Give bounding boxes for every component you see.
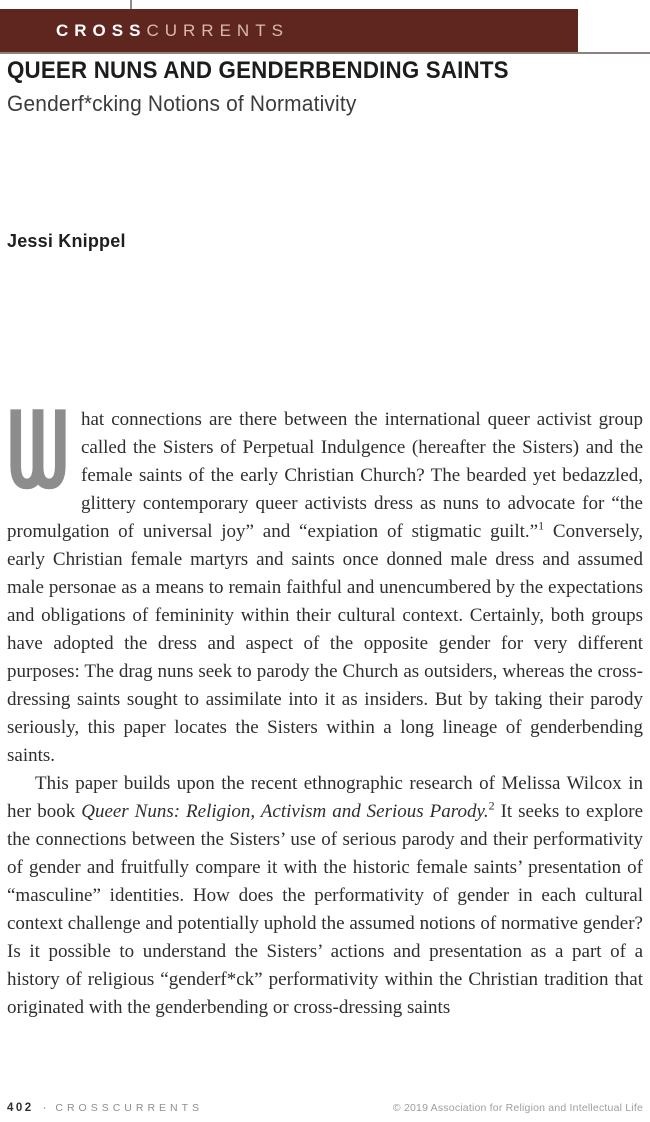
footnote-ref-1: 1 <box>538 518 545 533</box>
journal-brand-bold: CROSS <box>56 20 147 40</box>
paragraph-2-text-a: This paper builds upon the recent ethnographic research of Melissa Wilcox in her book <box>7 773 643 822</box>
drop-cap-w-icon <box>7 409 69 493</box>
article-subtitle: Genderf*cking Notions of Normativity <box>7 91 357 116</box>
footer-left <box>7 1102 203 1114</box>
footer-separator: · <box>42 1102 47 1114</box>
paragraph-1-text-a: hat connections are there between the international queer activist group called the Sisters of Perpetual Indulgence (hereafter the Sisters) and the female saints of the early Christian Church? The bearded yet bedazzled, glittery contemporary queer activists dress as nuns to advocate for “the promulgation of universal joy” and “expiation of stigmatic guilt.” <box>7 409 643 542</box>
page-number: 402 <box>7 1102 34 1114</box>
footer-journal-name: CROSSCURRENTS <box>55 1102 204 1114</box>
footnote-ref-2: 2 <box>488 798 495 813</box>
article-body <box>7 406 643 1022</box>
registration-tick <box>130 0 132 9</box>
banner-rule <box>0 52 650 54</box>
journal-banner <box>0 9 578 52</box>
copyright-notice: © 2019 Association for Religion and Intellectual Life <box>392 1102 643 1114</box>
article-title: QUEER NUNS AND GENDERBENDING SAINTS <box>7 57 509 84</box>
paragraph-1-text-b: Conversely, early Christian female martyrs and saints once donned male dress and assumed male personae as a means to remain faithful and unencumbered by the expectations and obligations of femininity within their cultural context. Certainly, both groups have adopted the dress and aspect of the opposite gender for very different purposes: The drag nuns seek to parody the Church as outsiders, whereas the cross-dressing saints sought to assimilate into it as insiders. But by taking their parody seriously, this paper locates the Sisters within a long lineage of genderbending saints. <box>7 521 643 766</box>
paragraph-2-text-b: It seeks to explore the connections between the Sisters’ use of serious parody and their performativity of gender and fruitfully compare it with the historic female saints’ presentation of “masculine” identities. How does the performativity of gender in each cultural context challenge and potentially uphold the assumed notions of normative gender? Is it possible to understand the Sisters’ actions and presentation as a part of a history of religious “genderf*ck” performativity within the Christian tradition that originated with the genderbending or cross-dressing saints <box>7 801 644 1018</box>
journal-brand-light: CURRENTS <box>146 20 289 40</box>
book-title: Queer Nuns: Religion, Activism and Serious Parody. <box>81 801 489 822</box>
paragraph-1 <box>7 406 643 770</box>
author-name: Jessi Knippel <box>7 231 126 251</box>
paragraph-2 <box>7 770 643 1022</box>
page-footer <box>7 1102 643 1114</box>
